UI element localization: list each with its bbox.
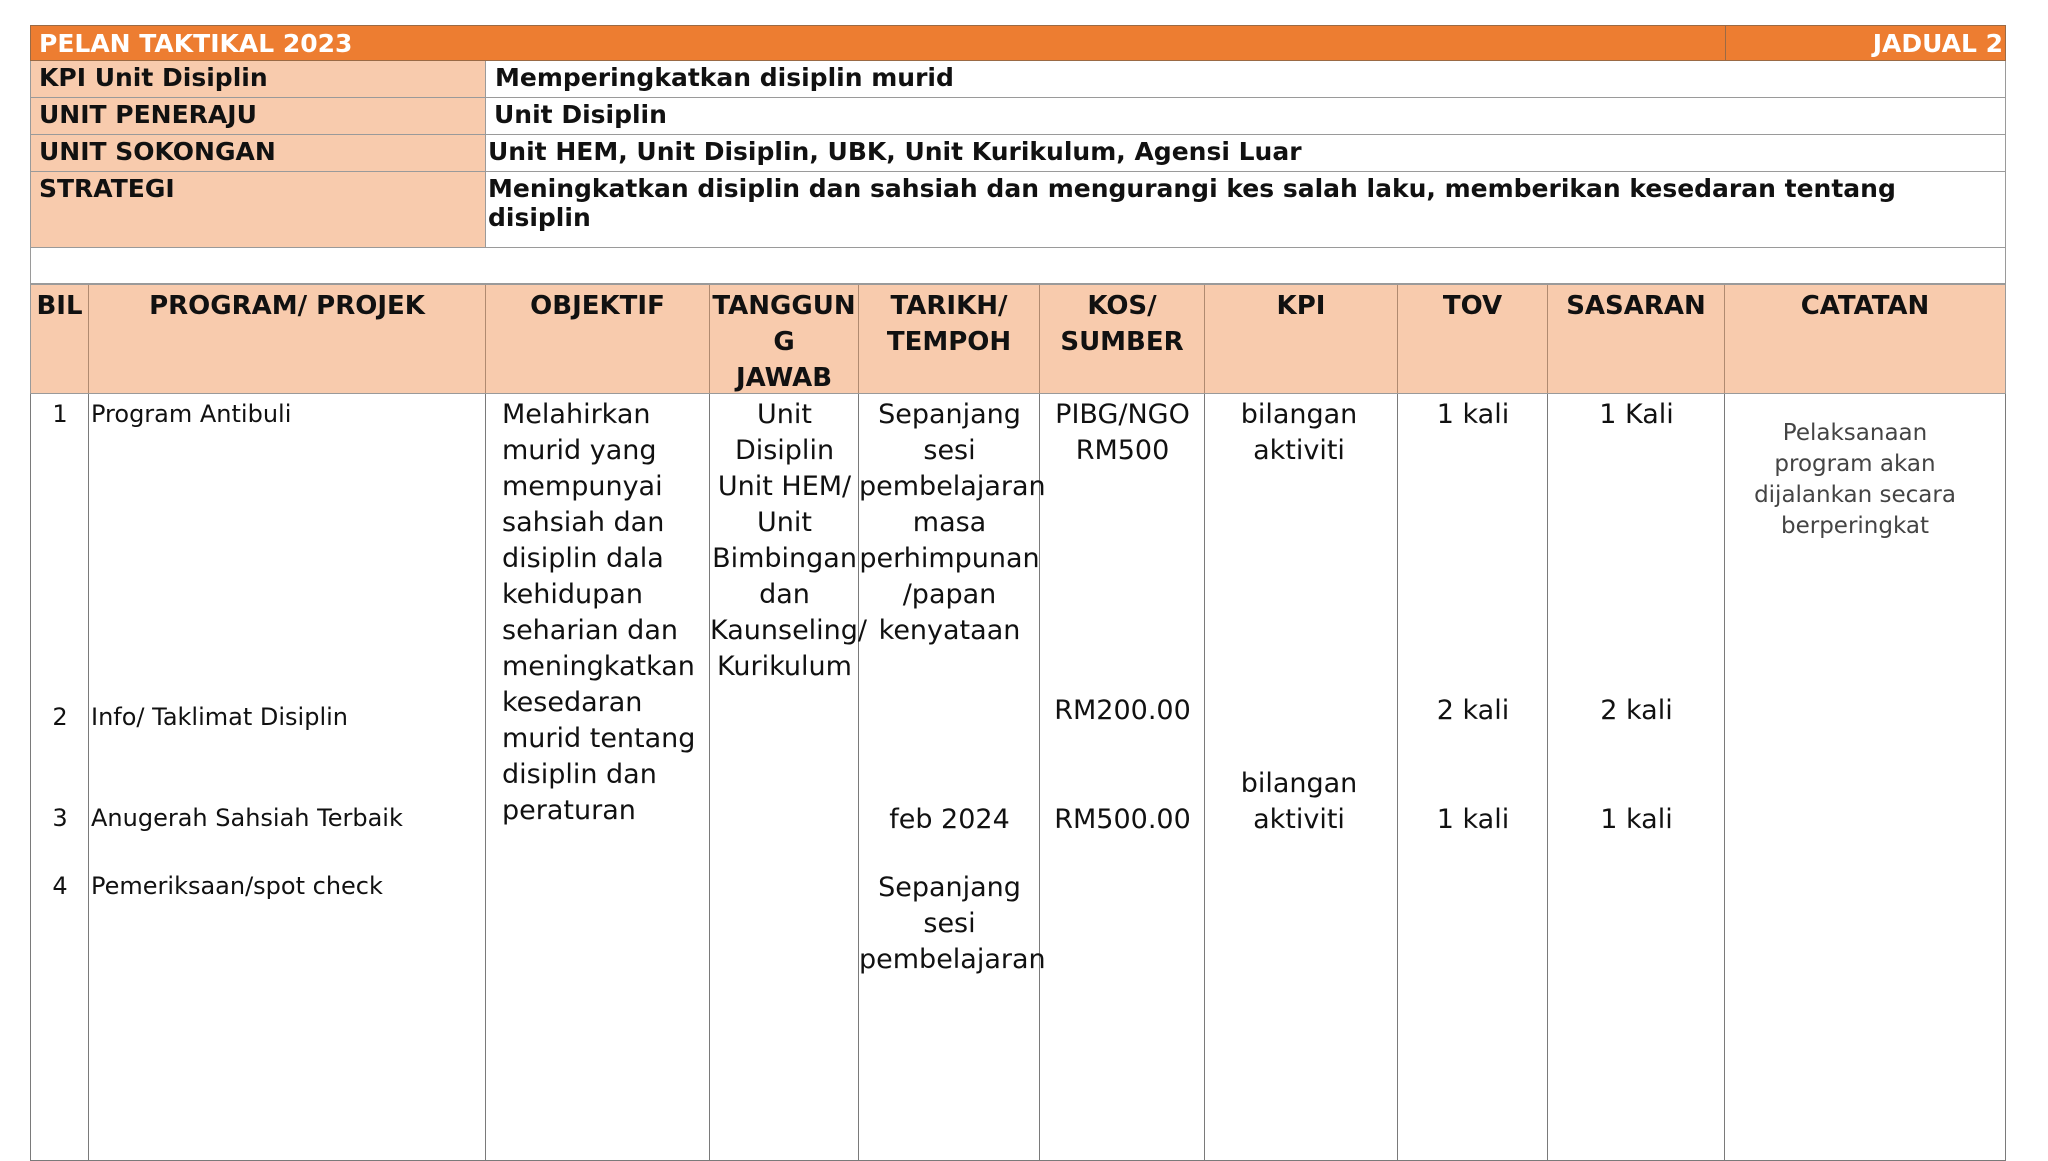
col-header-tanggungjawab: TANGGUN G JAWAB <box>710 285 859 393</box>
info-value: Memperingkatkan disiplin murid <box>495 63 954 92</box>
tov-text: 2 kali <box>1436 695 1510 726</box>
info-label: KPI Unit Disiplin <box>31 61 486 97</box>
col-header-sasaran: SASARAN <box>1548 285 1725 393</box>
col-header-tov: TOV <box>1398 285 1548 393</box>
row-bil: 2 <box>52 703 68 731</box>
column-divider <box>1397 394 1398 1160</box>
info-label: UNIT PENERAJU <box>31 98 486 134</box>
row-bil: 1 <box>52 400 68 428</box>
info-value: Unit Disiplin <box>494 100 667 129</box>
objektif-text: Melahirkan murid yang mempunyai sahsiah dan disiplin dala kehidupan seharian dan meningkatkan kesedaran murid tentang disiplin dan peraturan <box>502 399 696 826</box>
column-divider <box>485 394 486 1160</box>
tarikh-text: Sepanjang sesi pembelajaran <box>859 872 1046 975</box>
kos-text: RM200.00 <box>1054 695 1191 726</box>
info-row-peneraju <box>30 98 2006 135</box>
info-row-strategi <box>30 172 2006 248</box>
col-header-bil: BIL <box>31 285 89 393</box>
column-divider <box>1547 394 1548 1160</box>
kos-text: PIBG/NGO RM500 <box>1055 399 1190 466</box>
info-label: UNIT SOKONGAN <box>31 135 486 171</box>
table-body <box>30 394 2006 1161</box>
title-bar <box>30 25 2006 61</box>
info-row-sokongan <box>30 135 2006 172</box>
table-header <box>30 284 2006 394</box>
info-value: Meningkatkan disiplin dan sahsiah dan mengurangi kes salah laku, memberikan kesedaran tentang disiplin <box>488 174 1896 232</box>
sasaran-text: 1 Kali <box>1599 399 1674 430</box>
kos-text: RM500.00 <box>1054 804 1191 835</box>
program-name: Program Antibuli <box>91 400 292 428</box>
info-row-kpi <box>30 61 2006 98</box>
kpi-text: bilangan aktiviti <box>1240 399 1358 466</box>
col-header-objektif: OBJEKTIF <box>486 285 710 393</box>
tov-text: 1 kali <box>1436 804 1510 835</box>
tanggungjawab-text: Unit Disiplin Unit HEM/ Unit Bimbingan dan Kaunseling/ Kurikulum <box>710 399 868 682</box>
spacer-row <box>30 248 2006 284</box>
tov-text: 1 kali <box>1436 399 1510 430</box>
column-divider <box>88 394 89 1160</box>
tarikh-text: Sepanjang sesi pembelajaran masa perhimpunan /papan kenyataan <box>859 399 1046 646</box>
col-header-kpi: KPI <box>1205 285 1398 393</box>
program-name: Anugerah Sahsiah Terbaik <box>91 804 403 832</box>
sasaran-text: 1 kali <box>1600 804 1673 835</box>
jadual-label: JADUAL 2 <box>1725 26 2005 60</box>
tactical-plan-sheet <box>30 25 2006 1161</box>
col-header-tarikh: TARIKH/ TEMPOH <box>859 285 1040 393</box>
col-header-kos: KOS/ SUMBER <box>1040 285 1205 393</box>
program-name: Info/ Taklimat Disiplin <box>91 703 348 731</box>
program-name: Pemeriksaan/spot check <box>91 872 383 900</box>
tarikh-text: feb 2024 <box>889 804 1010 835</box>
info-value: Unit HEM, Unit Disiplin, UBK, Unit Kurikulum, Agensi Luar <box>488 137 1302 166</box>
sasaran-text: 2 kali <box>1600 695 1673 726</box>
col-header-catatan: CATATAN <box>1800 291 1930 321</box>
info-label: STRATEGI <box>31 172 486 247</box>
catatan-text: Pelaksanaan program akan dijalankan secara berperingkat <box>1754 420 1956 539</box>
kpi-text: bilangan aktiviti <box>1240 768 1358 835</box>
col-header-program: PROGRAM/ PROJEK <box>89 285 486 393</box>
row-bil: 4 <box>52 872 68 900</box>
row-bil: 3 <box>52 804 68 832</box>
plan-title: PELAN TAKTIKAL 2023 <box>39 29 353 58</box>
